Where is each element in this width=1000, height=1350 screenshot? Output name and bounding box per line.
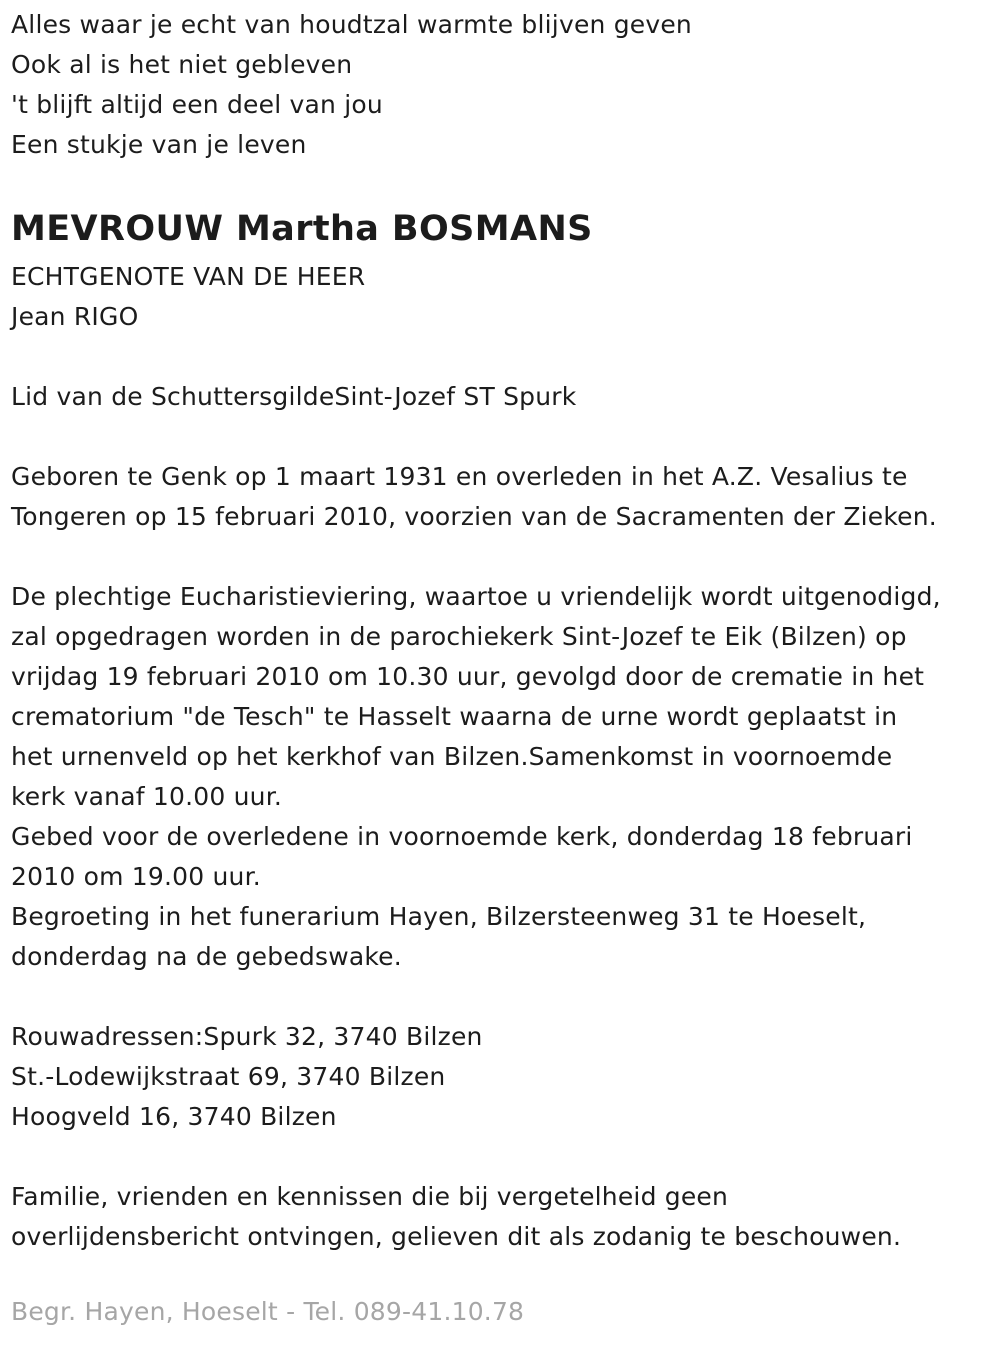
paragraph-line: vrijdag 19 februari 2010 om 10.30 uur, gevolgd door de crematie in het — [11, 662, 925, 691]
paragraph-line: crematorium "de Tesch" te Hasselt waarna de urne wordt geplaatst in — [11, 702, 898, 731]
address-line: Rouwadressen:Spurk 32, 3740 Bilzen — [11, 1022, 483, 1051]
poem — [11, 5, 996, 165]
spacer — [11, 1137, 996, 1177]
paragraph-line: 2010 om 19.00 uur. — [11, 862, 261, 891]
paragraph-line: Begroeting in het funerarium Hayen, Bilzersteenweg 31 te Hoeselt, — [11, 902, 867, 931]
membership: Lid van de SchuttersgildeSint-Jozef ST Spurk — [11, 382, 577, 411]
paragraph-line: Tongeren op 15 februari 2010, voorzien van de Sacramenten der Zieken. — [11, 502, 937, 531]
address-line: St.-Lodewijkstraat 69, 3740 Bilzen — [11, 1062, 446, 1091]
spacer — [11, 537, 996, 577]
birth-death-paragraph — [11, 457, 996, 537]
paragraph-line: Geboren te Genk op 1 maart 1931 en overleden in het A.Z. Vesalius te — [11, 462, 908, 491]
obituary-notice — [11, 5, 996, 1257]
poem-line: 't blijft altijd een deel van jou — [11, 90, 383, 119]
spacer — [11, 977, 996, 1017]
paragraph-line: Familie, vrienden en kennissen die bij vergetelheid geen — [11, 1182, 729, 1211]
paragraph-line: kerk vanaf 10.00 uur. — [11, 782, 283, 811]
deceased-name: MEVROUW Martha BOSMANS — [11, 209, 593, 249]
spouse-name: Jean RIGO — [11, 302, 139, 331]
funeral-home-footer: Begr. Hayen, Hoeselt - Tel. 089-41.10.78 — [11, 1297, 525, 1326]
poem-line: Ook al is het niet gebleven — [11, 50, 353, 79]
spacer — [11, 337, 996, 377]
poem-line: Een stukje van je leven — [11, 130, 307, 159]
paragraph-line: donderdag na de gebedswake. — [11, 942, 402, 971]
paragraph-line: het urnenveld op het kerkhof van Bilzen.Samenkomst in voornoemde — [11, 742, 893, 771]
spacer — [11, 417, 996, 457]
mourning-addresses — [11, 1017, 996, 1137]
address-line: Hoogveld 16, 3740 Bilzen — [11, 1102, 337, 1131]
paragraph-line: De plechtige Eucharistieviering, waartoe u vriendelijk wordt uitgenodigd, — [11, 582, 941, 611]
paragraph-line: overlijdensbericht ontvingen, gelieven dit als zodanig te beschouwen. — [11, 1222, 902, 1251]
poem-line: Alles waar je echt van houdtzal warmte blijven geven — [11, 10, 692, 39]
spouse-title: ECHTGENOTE VAN DE HEER — [11, 262, 366, 291]
ceremony-paragraph — [11, 577, 996, 977]
spouse-info — [11, 257, 996, 337]
paragraph-line: Gebed voor de overledene in voornoemde kerk, donderdag 18 februari — [11, 822, 913, 851]
paragraph-line: zal opgedragen worden in de parochiekerk Sint-Jozef te Eik (Bilzen) op — [11, 622, 907, 651]
notice-paragraph — [11, 1177, 996, 1257]
